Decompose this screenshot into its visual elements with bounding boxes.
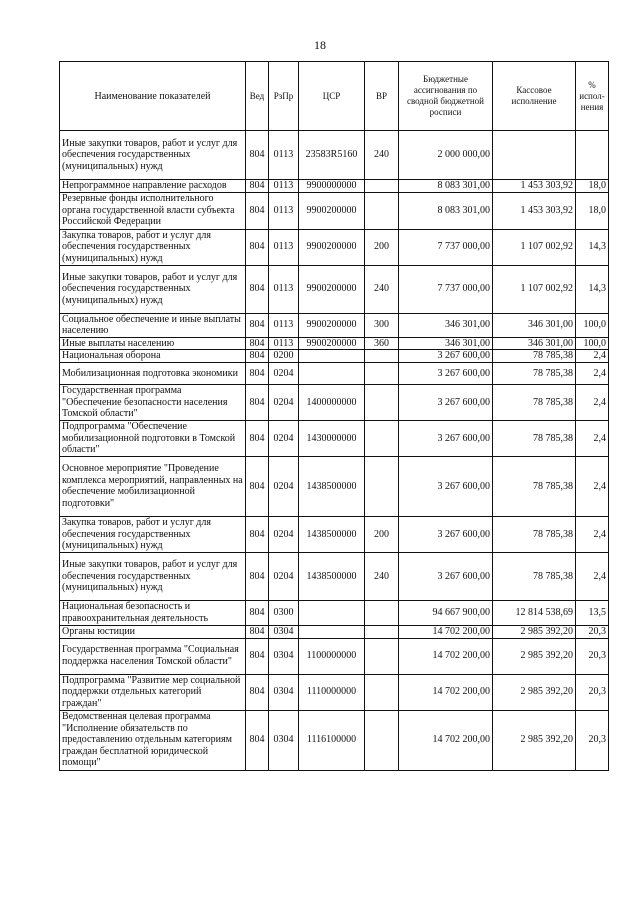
table-row	[60, 420, 609, 456]
cell-budget: 346 301,00	[399, 313, 493, 337]
cell-ved: 804	[246, 265, 269, 313]
table-row	[60, 265, 609, 313]
cell-pct: 18,0	[576, 180, 609, 193]
cell-csr	[299, 600, 365, 625]
cell-csr: 1110000000	[299, 674, 365, 710]
cell-rzpr: 0113	[269, 265, 299, 313]
cell-cash: 12 814 538,69	[493, 600, 576, 625]
cell-cash: 1 453 303,92	[493, 180, 576, 193]
cell-csr	[299, 350, 365, 363]
cell-name: Основное мероприятие "Проведение комплекса мероприятий, направленных на обеспечение мобилизационной подготовки"	[60, 456, 246, 516]
cell-name: Закупка товаров, работ и услуг для обеспечения государственных (муниципальных) нужд	[60, 516, 246, 552]
cell-pct: 20,3	[576, 638, 609, 674]
cell-budget: 8 083 301,00	[399, 192, 493, 229]
cell-ved: 804	[246, 229, 269, 265]
cell-rzpr: 0113	[269, 180, 299, 193]
table-row	[60, 710, 609, 770]
cell-vr: 200	[365, 229, 399, 265]
cell-budget: 7 737 000,00	[399, 229, 493, 265]
cell-rzpr: 0204	[269, 420, 299, 456]
cell-ved: 804	[246, 710, 269, 770]
cell-cash: 346 301,00	[493, 313, 576, 337]
cell-pct: 2,4	[576, 350, 609, 363]
table-header-row	[60, 62, 609, 131]
cell-pct: 20,3	[576, 710, 609, 770]
cell-csr	[299, 625, 365, 638]
cell-vr: 240	[365, 265, 399, 313]
cell-name: Национальная безопасность и правоохранительная деятельность	[60, 600, 246, 625]
cell-ved: 804	[246, 180, 269, 193]
cell-pct: 2,4	[576, 456, 609, 516]
table-row	[60, 552, 609, 600]
table-row	[60, 625, 609, 638]
cell-ved: 804	[246, 638, 269, 674]
cell-budget: 8 083 301,00	[399, 180, 493, 193]
header-cash: Кассовое исполнение	[493, 62, 576, 131]
page-number: 18	[314, 38, 326, 52]
cell-cash: 346 301,00	[493, 337, 576, 350]
header-budget: Бюджетные ассигнования по сводной бюджетной росписи	[399, 62, 493, 131]
cell-vr: 300	[365, 313, 399, 337]
cell-vr	[365, 710, 399, 770]
cell-csr: 9900200000	[299, 337, 365, 350]
cell-pct: 2,4	[576, 516, 609, 552]
header-pct: % испол-нения	[576, 62, 609, 131]
cell-csr: 9900200000	[299, 313, 365, 337]
cell-pct: 100,0	[576, 313, 609, 337]
cell-rzpr: 0204	[269, 362, 299, 384]
cell-budget: 14 702 200,00	[399, 674, 493, 710]
cell-budget: 346 301,00	[399, 337, 493, 350]
cell-csr: 1438500000	[299, 516, 365, 552]
cell-pct: 13,5	[576, 600, 609, 625]
cell-pct: 20,3	[576, 674, 609, 710]
cell-rzpr: 0113	[269, 131, 299, 180]
cell-csr: 9900200000	[299, 192, 365, 229]
cell-cash: 1 107 002,92	[493, 229, 576, 265]
cell-budget: 3 267 600,00	[399, 362, 493, 384]
cell-rzpr: 0200	[269, 350, 299, 363]
cell-ved: 804	[246, 674, 269, 710]
cell-name: Иные закупки товаров, работ и услуг для обеспечения государственных (муниципальных) нужд	[60, 131, 246, 180]
cell-ved: 804	[246, 552, 269, 600]
cell-budget: 3 267 600,00	[399, 384, 493, 420]
cell-cash: 78 785,38	[493, 516, 576, 552]
table-row	[60, 313, 609, 337]
cell-csr: 9900000000	[299, 180, 365, 193]
cell-csr: 1438500000	[299, 456, 365, 516]
cell-budget: 3 267 600,00	[399, 552, 493, 600]
cell-name: Государственная программа "Социальная поддержка населения Томской области"	[60, 638, 246, 674]
cell-csr: 1430000000	[299, 420, 365, 456]
cell-name: Иные выплаты населению	[60, 337, 246, 350]
cell-vr	[365, 625, 399, 638]
cell-ved: 804	[246, 337, 269, 350]
cell-rzpr: 0304	[269, 625, 299, 638]
cell-pct: 20,3	[576, 625, 609, 638]
cell-vr: 240	[365, 552, 399, 600]
cell-pct: 2,4	[576, 420, 609, 456]
cell-cash: 2 985 392,20	[493, 638, 576, 674]
cell-budget: 94 667 900,00	[399, 600, 493, 625]
cell-cash: 78 785,38	[493, 362, 576, 384]
cell-name: Иные закупки товаров, работ и услуг для обеспечения государственных (муниципальных) нужд	[60, 552, 246, 600]
cell-cash: 78 785,38	[493, 552, 576, 600]
cell-name: Органы юстиции	[60, 625, 246, 638]
cell-csr: 1116100000	[299, 710, 365, 770]
cell-ved: 804	[246, 192, 269, 229]
cell-cash: 78 785,38	[493, 384, 576, 420]
table-row	[60, 600, 609, 625]
header-name: Наименование показателей	[60, 62, 246, 131]
cell-rzpr: 0113	[269, 229, 299, 265]
cell-vr	[365, 674, 399, 710]
table-row	[60, 350, 609, 363]
header-ved: Вед	[246, 62, 269, 131]
cell-rzpr: 0113	[269, 192, 299, 229]
cell-rzpr: 0204	[269, 384, 299, 420]
cell-name: Национальная оборона	[60, 350, 246, 363]
cell-budget: 3 267 600,00	[399, 420, 493, 456]
cell-ved: 804	[246, 516, 269, 552]
header-csr: ЦСР	[299, 62, 365, 131]
table-row	[60, 229, 609, 265]
cell-pct: 2,4	[576, 384, 609, 420]
cell-csr: 1438500000	[299, 552, 365, 600]
cell-ved: 804	[246, 384, 269, 420]
cell-cash: 1 453 303,92	[493, 192, 576, 229]
cell-cash	[493, 131, 576, 180]
cell-pct	[576, 131, 609, 180]
table-row	[60, 192, 609, 229]
cell-rzpr: 0300	[269, 600, 299, 625]
cell-vr	[365, 180, 399, 193]
cell-vr	[365, 384, 399, 420]
table-row	[60, 180, 609, 193]
cell-ved: 804	[246, 131, 269, 180]
cell-budget: 7 737 000,00	[399, 265, 493, 313]
cell-rzpr: 0204	[269, 552, 299, 600]
cell-vr	[365, 456, 399, 516]
cell-vr	[365, 420, 399, 456]
cell-budget: 3 267 600,00	[399, 516, 493, 552]
cell-cash: 2 985 392,20	[493, 674, 576, 710]
cell-rzpr: 0304	[269, 638, 299, 674]
cell-csr: 9900200000	[299, 265, 365, 313]
cell-budget: 14 702 200,00	[399, 625, 493, 638]
cell-ved: 804	[246, 313, 269, 337]
cell-name: Иные закупки товаров, работ и услуг для обеспечения государственных (муниципальных) нужд	[60, 265, 246, 313]
cell-vr: 360	[365, 337, 399, 350]
table-row	[60, 384, 609, 420]
cell-rzpr: 0113	[269, 337, 299, 350]
cell-pct: 18,0	[576, 192, 609, 229]
cell-vr	[365, 600, 399, 625]
cell-csr: 1400000000	[299, 384, 365, 420]
table-row	[60, 516, 609, 552]
cell-pct: 2,4	[576, 362, 609, 384]
cell-pct: 100,0	[576, 337, 609, 350]
table-row	[60, 638, 609, 674]
cell-name: Ведомственная целевая программа "Исполнение обязательств по предоставлению отдельным категориям граждан бесплатной юридической помощи"	[60, 710, 246, 770]
cell-pct: 2,4	[576, 552, 609, 600]
cell-csr: 9900200000	[299, 229, 365, 265]
cell-rzpr: 0304	[269, 674, 299, 710]
cell-csr: 1100000000	[299, 638, 365, 674]
cell-cash: 2 985 392,20	[493, 710, 576, 770]
table-row	[60, 131, 609, 180]
cell-vr: 240	[365, 131, 399, 180]
cell-ved: 804	[246, 625, 269, 638]
cell-cash: 1 107 002,92	[493, 265, 576, 313]
cell-csr	[299, 362, 365, 384]
table-row	[60, 456, 609, 516]
cell-pct: 14,3	[576, 229, 609, 265]
cell-rzpr: 0204	[269, 516, 299, 552]
cell-csr: 23583R5160	[299, 131, 365, 180]
cell-ved: 804	[246, 350, 269, 363]
table-row	[60, 362, 609, 384]
cell-budget: 3 267 600,00	[399, 456, 493, 516]
cell-name: Закупка товаров, работ и услуг для обеспечения государственных (муниципальных) нужд	[60, 229, 246, 265]
table-row	[60, 674, 609, 710]
cell-ved: 804	[246, 420, 269, 456]
cell-cash: 78 785,38	[493, 420, 576, 456]
cell-name: Непрограммное направление расходов	[60, 180, 246, 193]
cell-name: Социальное обеспечение и иные выплаты населению	[60, 313, 246, 337]
cell-cash: 78 785,38	[493, 350, 576, 363]
cell-pct: 14,3	[576, 265, 609, 313]
cell-budget: 2 000 000,00	[399, 131, 493, 180]
cell-cash: 78 785,38	[493, 456, 576, 516]
cell-vr	[365, 192, 399, 229]
table-row	[60, 337, 609, 350]
cell-name: Резервные фонды исполнительного органа государственной власти субъекта Российской Федерации	[60, 192, 246, 229]
cell-vr: 200	[365, 516, 399, 552]
header-rzpr: РзПр	[269, 62, 299, 131]
cell-ved: 804	[246, 362, 269, 384]
cell-name: Подпрограмма "Обеспечение мобилизационной подготовки в Томской области"	[60, 420, 246, 456]
cell-ved: 804	[246, 600, 269, 625]
cell-vr	[365, 362, 399, 384]
budget-execution-table	[59, 61, 609, 771]
cell-vr	[365, 638, 399, 674]
cell-budget: 3 267 600,00	[399, 350, 493, 363]
cell-rzpr: 0113	[269, 313, 299, 337]
cell-budget: 14 702 200,00	[399, 710, 493, 770]
cell-rzpr: 0304	[269, 710, 299, 770]
cell-ved: 804	[246, 456, 269, 516]
cell-name: Государственная программа "Обеспечение безопасности населения Томской области"	[60, 384, 246, 420]
cell-cash: 2 985 392,20	[493, 625, 576, 638]
cell-vr	[365, 350, 399, 363]
cell-name: Подпрограмма "Развитие мер социальной поддержки отдельных категорий граждан"	[60, 674, 246, 710]
cell-name: Мобилизационная подготовка экономики	[60, 362, 246, 384]
cell-budget: 14 702 200,00	[399, 638, 493, 674]
header-vr: ВР	[365, 62, 399, 131]
cell-rzpr: 0204	[269, 456, 299, 516]
